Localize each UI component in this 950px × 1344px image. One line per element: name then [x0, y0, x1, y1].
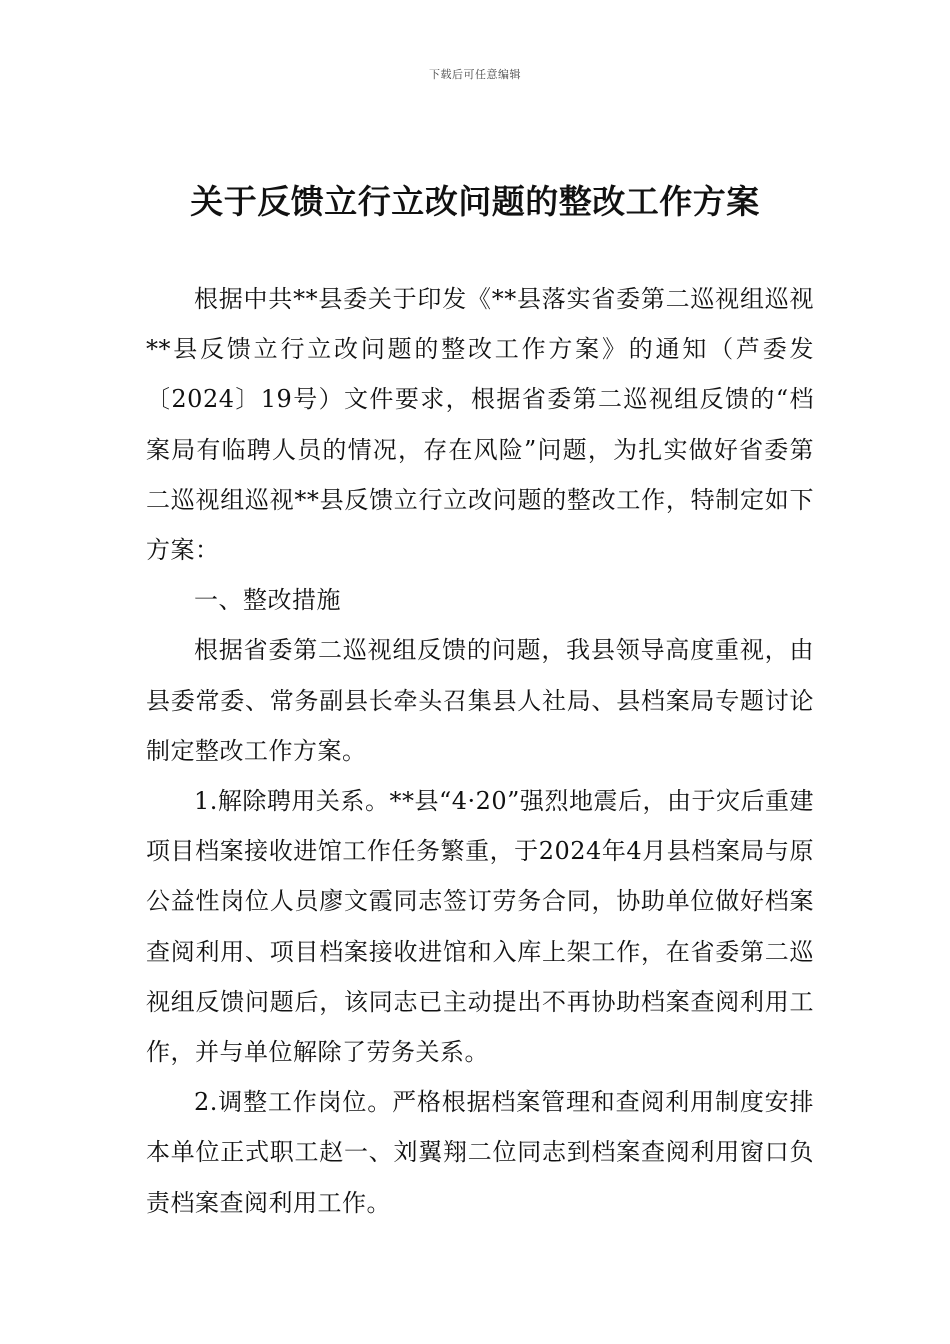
page-header-note: 下载后可任意编辑 [429, 68, 521, 81]
section-heading-measures: 一、整改措施 [194, 586, 341, 615]
paragraph-item-1: 1.解除聘用关系。**县“4·20”强烈地震后，由于灾后重建项目档案接收进馆工作任务繁重，于2024年4月县档案局与原公益性岗位人员廖文霞同志签订劳务合同，协助单位做好档案查阅利用、项目档案接收进馆和入库上架工作，在省委第二巡视组反馈问题后，该同志已主动提出不再协助档案查阅利用工作，并与单位解除了劳务关系。 [146, 787, 814, 1067]
document-title: 关于反馈立行立改问题的整改工作方案 [190, 182, 760, 221]
paragraph-item-2: 2.调整工作岗位。严格根据档案管理和查阅利用制度安排本单位正式职工赵一、刘翼翔二位同志到档案查阅利用窗口负责档案查阅利用工作。 [146, 1088, 814, 1217]
paragraph-intro: 根据中共**县委关于印发《**县落实省委第二巡视组巡视**县反馈立行立改问题的整改工作方案》的通知（芦委发〔2024〕19号）文件要求，根据省委第二巡视组反馈的“档案局有临聘人员的情况，存在风险”问题，为扎实做好省委第二巡视组巡视**县反馈立行立改问题的整改工作，特制定如下方案： [146, 285, 814, 565]
document-body [146, 274, 814, 1228]
paragraph-measures: 根据省委第二巡视组反馈的问题，我县领导高度重视，由县委常委、常务副县长牵头召集县人社局、县档案局专题讨论制定整改工作方案。 [146, 636, 814, 765]
